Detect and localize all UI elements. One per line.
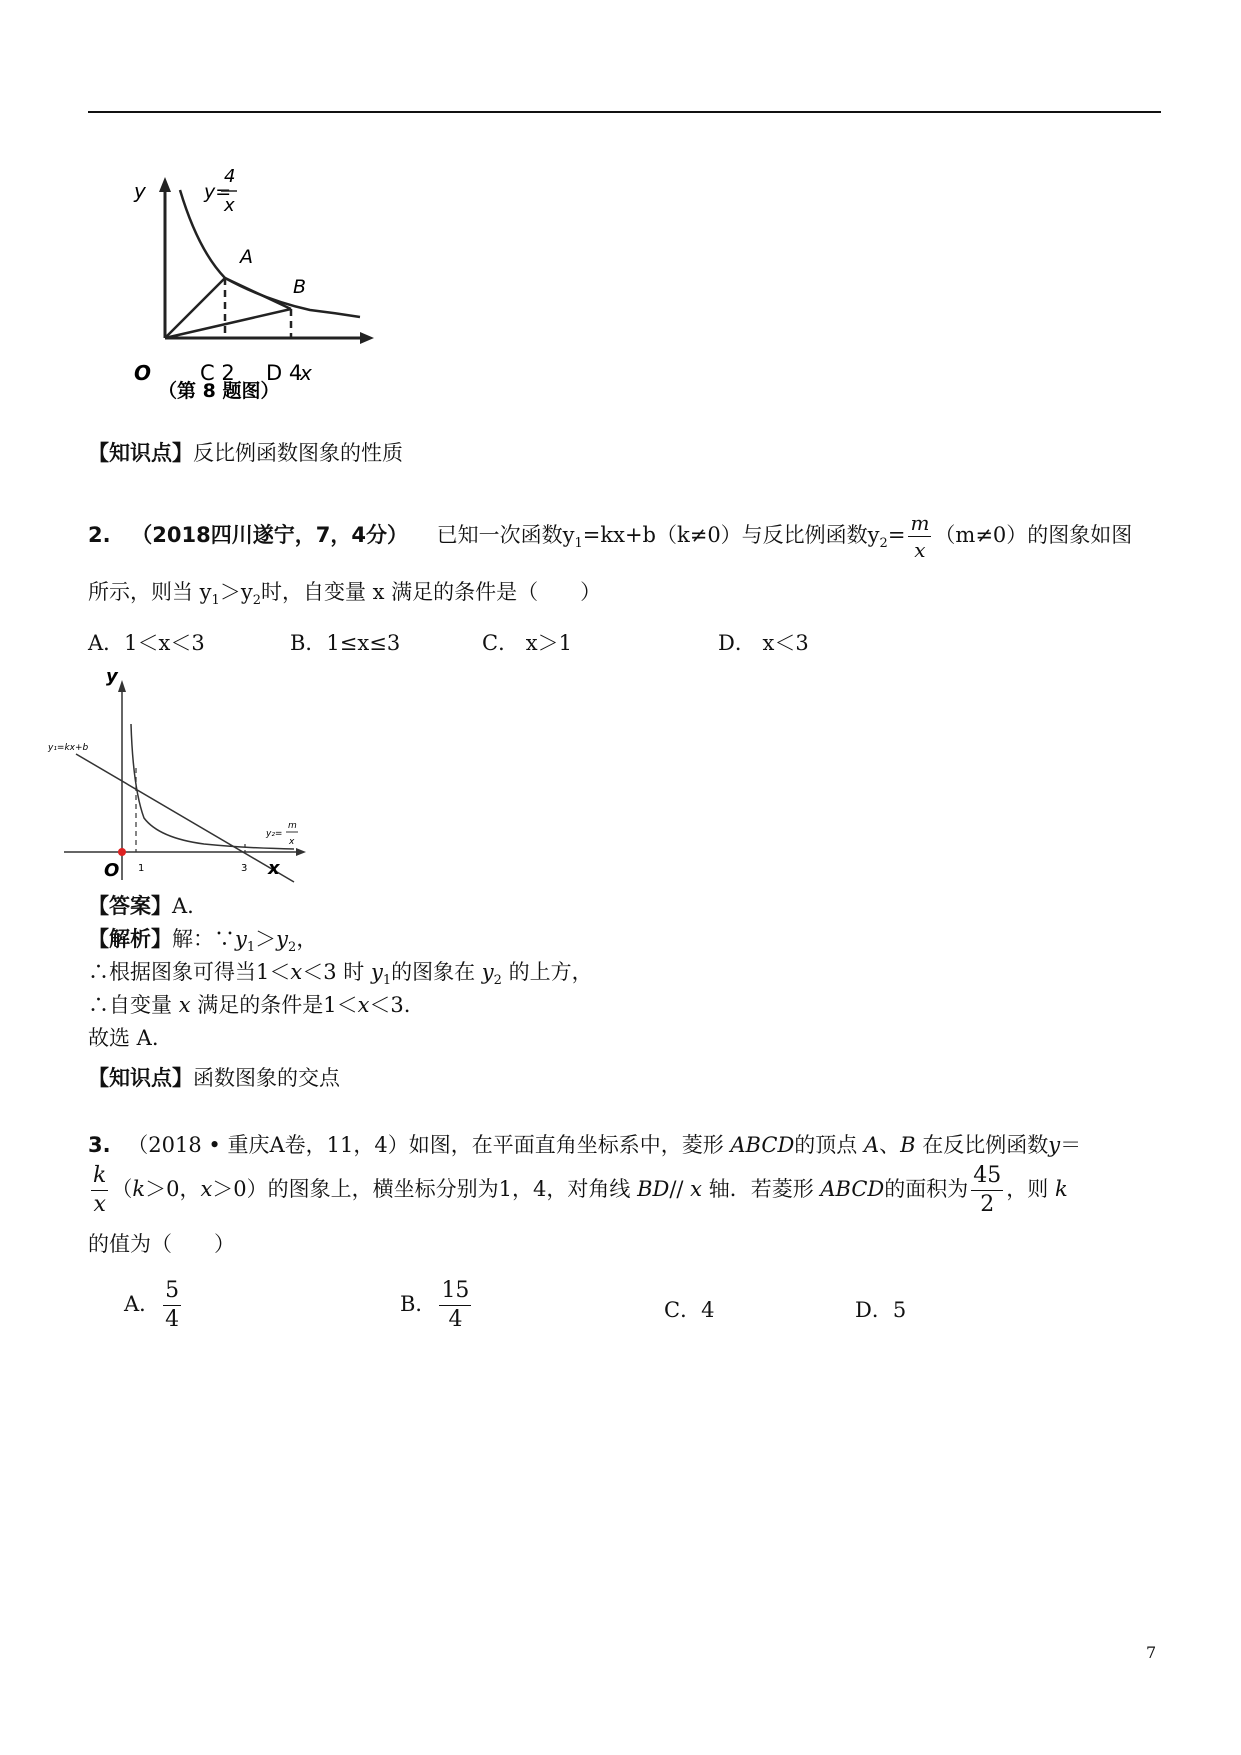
- q3-frac1-den: x: [93, 1192, 106, 1217]
- q2-option-d: D． x＜3: [718, 631, 809, 655]
- analysis-l3-b: 满足的条件是1＜: [190, 993, 358, 1017]
- fig2-origin-dot: [118, 848, 126, 856]
- q3-line-2: [88, 1165, 1068, 1216]
- q3-l2-k: k: [132, 1177, 146, 1201]
- fig1-x-label: x: [300, 361, 312, 385]
- analysis-l1-gt: ＞: [255, 927, 277, 951]
- q3-line-3: 的值为（ ）: [88, 1232, 235, 1256]
- fig1-point-b: B: [293, 276, 307, 298]
- q3-l1-a: （2018 • 重庆A卷，11，4）如图，在平面直角坐标系中，菱形: [127, 1133, 731, 1157]
- q3-l2-b: ＞0，: [145, 1177, 201, 1201]
- q2-stem-b: =kx+b（k≠0）与反比例函数y: [582, 523, 880, 547]
- analysis-l3-x1: x: [178, 993, 191, 1017]
- q2-l2-c: 时，自变量 x 满足的条件是（ ）: [260, 580, 602, 604]
- q3-l1-abcd: ABCD: [730, 1133, 795, 1157]
- q2-option-c: C． x＞1: [482, 631, 572, 655]
- q3-l2-f: 的面积为: [884, 1177, 969, 1201]
- q3-frac-k-over-x: [91, 1165, 108, 1216]
- fig2-line-label: y₁=kx+b: [48, 743, 89, 753]
- q3-frac-area: [971, 1165, 1003, 1216]
- q2-frac-num: m: [910, 511, 930, 535]
- q3-opt-a-prefix: A．: [124, 1292, 161, 1316]
- kp2-text: 函数图象的交点: [193, 1066, 340, 1090]
- fig2-curve-num: m: [288, 821, 297, 831]
- analysis-line-3: [88, 990, 410, 1020]
- fig2-y-arrow: [118, 680, 126, 692]
- q2-stem-line1: [88, 513, 1132, 560]
- q3-line-1: [88, 1130, 1081, 1160]
- figure-q2-diagram: [44, 668, 314, 888]
- q3-l1-c: 、: [879, 1133, 901, 1157]
- answer-bracket: 【答案】: [88, 894, 172, 918]
- fig1-func-num: 4: [224, 166, 236, 187]
- page-number: 7: [1146, 1643, 1157, 1662]
- fig1-origin-label: O: [134, 361, 152, 385]
- q3-number: 3.: [88, 1133, 111, 1157]
- answer-text: A.: [172, 894, 194, 918]
- header-rule: [88, 111, 1161, 113]
- q3-opt-b-prefix: B．: [400, 1292, 437, 1316]
- q2-stem-sub2: 2: [879, 536, 888, 552]
- analysis-l2-y1: y: [370, 960, 383, 984]
- q3-opt-a-den: 4: [165, 1307, 180, 1332]
- q2-l2-sub1: 1: [211, 593, 220, 609]
- q3-l2-e: 轴．若菱形: [702, 1177, 821, 1201]
- analysis-l2-a: ∴根据图象可得当1＜: [88, 960, 291, 984]
- fig2-x-label: x: [268, 858, 280, 879]
- analysis-l2-sub2: 2: [493, 973, 502, 989]
- q3-l1-b: 的顶点: [794, 1133, 864, 1157]
- q3-l2-bd: BD: [637, 1177, 670, 1201]
- q2-l2-b: ＞y: [219, 580, 253, 604]
- q3-opt-a-num: 5: [165, 1278, 180, 1303]
- q3-opt-b-den: 4: [448, 1307, 463, 1332]
- analysis-l3-x2: x: [357, 993, 370, 1017]
- fig1-tick-c: C 2: [200, 361, 235, 385]
- q3-l1-d: 在反比例函数: [915, 1133, 1049, 1157]
- q2-number: 2.: [88, 523, 111, 547]
- analysis-l1-sub2: 2: [288, 940, 297, 956]
- q2-option-b: B．1≤x≤3: [290, 631, 401, 655]
- q3-l2-c: ＞0）的图象上，横坐标分别为1，4，对角线: [212, 1177, 638, 1201]
- q3-l1-y: y: [1048, 1133, 1061, 1157]
- analysis-l2-y2: y: [481, 960, 494, 984]
- figure-8-diagram: [120, 160, 380, 410]
- q3-l2-d: //: [669, 1177, 691, 1201]
- answer-line: [88, 891, 194, 921]
- q2-stem-eq: =: [887, 523, 906, 547]
- analysis-l1-sub1: 1: [246, 940, 256, 956]
- analysis-l2-d: 的上方，: [501, 960, 593, 984]
- q2-source: （2018四川遂宁，7，4分）: [131, 523, 408, 547]
- q2-stem-sub1: 1: [574, 536, 583, 552]
- q2-l2-a: 所示，则当 y: [88, 580, 212, 604]
- q3-option-d: D．5: [855, 1298, 907, 1322]
- q3-l1-B: B: [900, 1133, 916, 1157]
- fig2-curve-den: x: [289, 837, 295, 847]
- q3-l2-x2: x: [690, 1177, 703, 1201]
- q3-option-c: C．4: [664, 1298, 715, 1322]
- fig1-y-arrow: [159, 177, 171, 192]
- fig1-caption: （第 8 题图）: [158, 380, 280, 402]
- q3-l1-A: A: [863, 1133, 880, 1157]
- fig1-y-label: y: [134, 179, 146, 203]
- analysis-l1-end: ，: [296, 927, 318, 951]
- analysis-l1-y1: y: [235, 927, 247, 951]
- analysis-l2-x: x: [290, 960, 303, 984]
- q2-fraction: [908, 513, 931, 560]
- analysis-l3-a: ∴自变量: [88, 993, 179, 1017]
- q2-option-a: A．1＜x＜3: [88, 631, 205, 655]
- fig2-x-arrow: [296, 848, 306, 856]
- q3-opt-b-frac: [439, 1280, 471, 1331]
- fig1-segment-oa: [165, 278, 225, 338]
- q2-stem-c: （m≠0）的图象如图: [934, 523, 1133, 547]
- analysis-l2-b: ＜3 时: [302, 960, 371, 984]
- q3-l2-x: x: [200, 1177, 213, 1201]
- q2-stem-a: 已知一次函数y: [436, 523, 575, 547]
- fig2-y-label: y: [106, 668, 118, 687]
- fig1-segment-ab: [225, 278, 291, 309]
- q3-frac1-num: k: [93, 1163, 107, 1188]
- fig2-origin-label: O: [104, 860, 120, 881]
- fig1-segment-ob: [165, 309, 291, 338]
- analysis-l2-sub1: 1: [382, 973, 392, 989]
- q3-option-a: [124, 1280, 184, 1331]
- analysis-l1-y2: y: [276, 927, 289, 951]
- analysis-bracket: 【解析】: [88, 927, 172, 951]
- q3-frac2-den: 2: [980, 1192, 995, 1217]
- fig2-curve-prefix: y₂=: [266, 829, 283, 839]
- q2-frac-den: x: [914, 538, 926, 562]
- q2-stem-line2: [88, 577, 601, 616]
- q3-frac2-num: 45: [973, 1163, 1002, 1188]
- q3-l2-k2: k: [1054, 1177, 1068, 1201]
- fig1-func-den: x: [224, 195, 235, 216]
- q3-l2-abcd: ABCD: [820, 1177, 885, 1201]
- fig1-x-arrow: [360, 332, 374, 344]
- q3-l1-eq: ＝: [1060, 1133, 1082, 1157]
- analysis-line-4: 故选 A.: [88, 1026, 159, 1050]
- fig1-point-a: A: [240, 246, 253, 268]
- q3-opt-b-num: 15: [441, 1278, 470, 1303]
- fig2-tick-1: 1: [138, 863, 145, 874]
- kp2-bracket: 【知识点】: [88, 1066, 193, 1090]
- knowledge-point-1: [88, 438, 403, 468]
- q3-l2-g: ，则: [1006, 1177, 1055, 1201]
- q3-option-b: [400, 1280, 474, 1331]
- analysis-l2-c: 的图象在: [391, 960, 482, 984]
- q2-l2-sub2: 2: [252, 593, 261, 609]
- analysis-l3-c: ＜3.: [369, 993, 411, 1017]
- knowledge-point-2: [88, 1063, 340, 1093]
- fig2-tick-3: 3: [241, 863, 248, 874]
- kp1-text: 反比例函数图象的性质: [193, 441, 403, 465]
- analysis-l1-a: 解：∵: [172, 927, 235, 951]
- fig1-tick-d: D 4: [266, 361, 303, 385]
- q3-opt-a-frac: [163, 1280, 181, 1331]
- kp1-bracket: 【知识点】: [88, 441, 193, 465]
- fig1-func-prefix: y=: [204, 181, 232, 203]
- q3-l2-a: （: [111, 1177, 133, 1201]
